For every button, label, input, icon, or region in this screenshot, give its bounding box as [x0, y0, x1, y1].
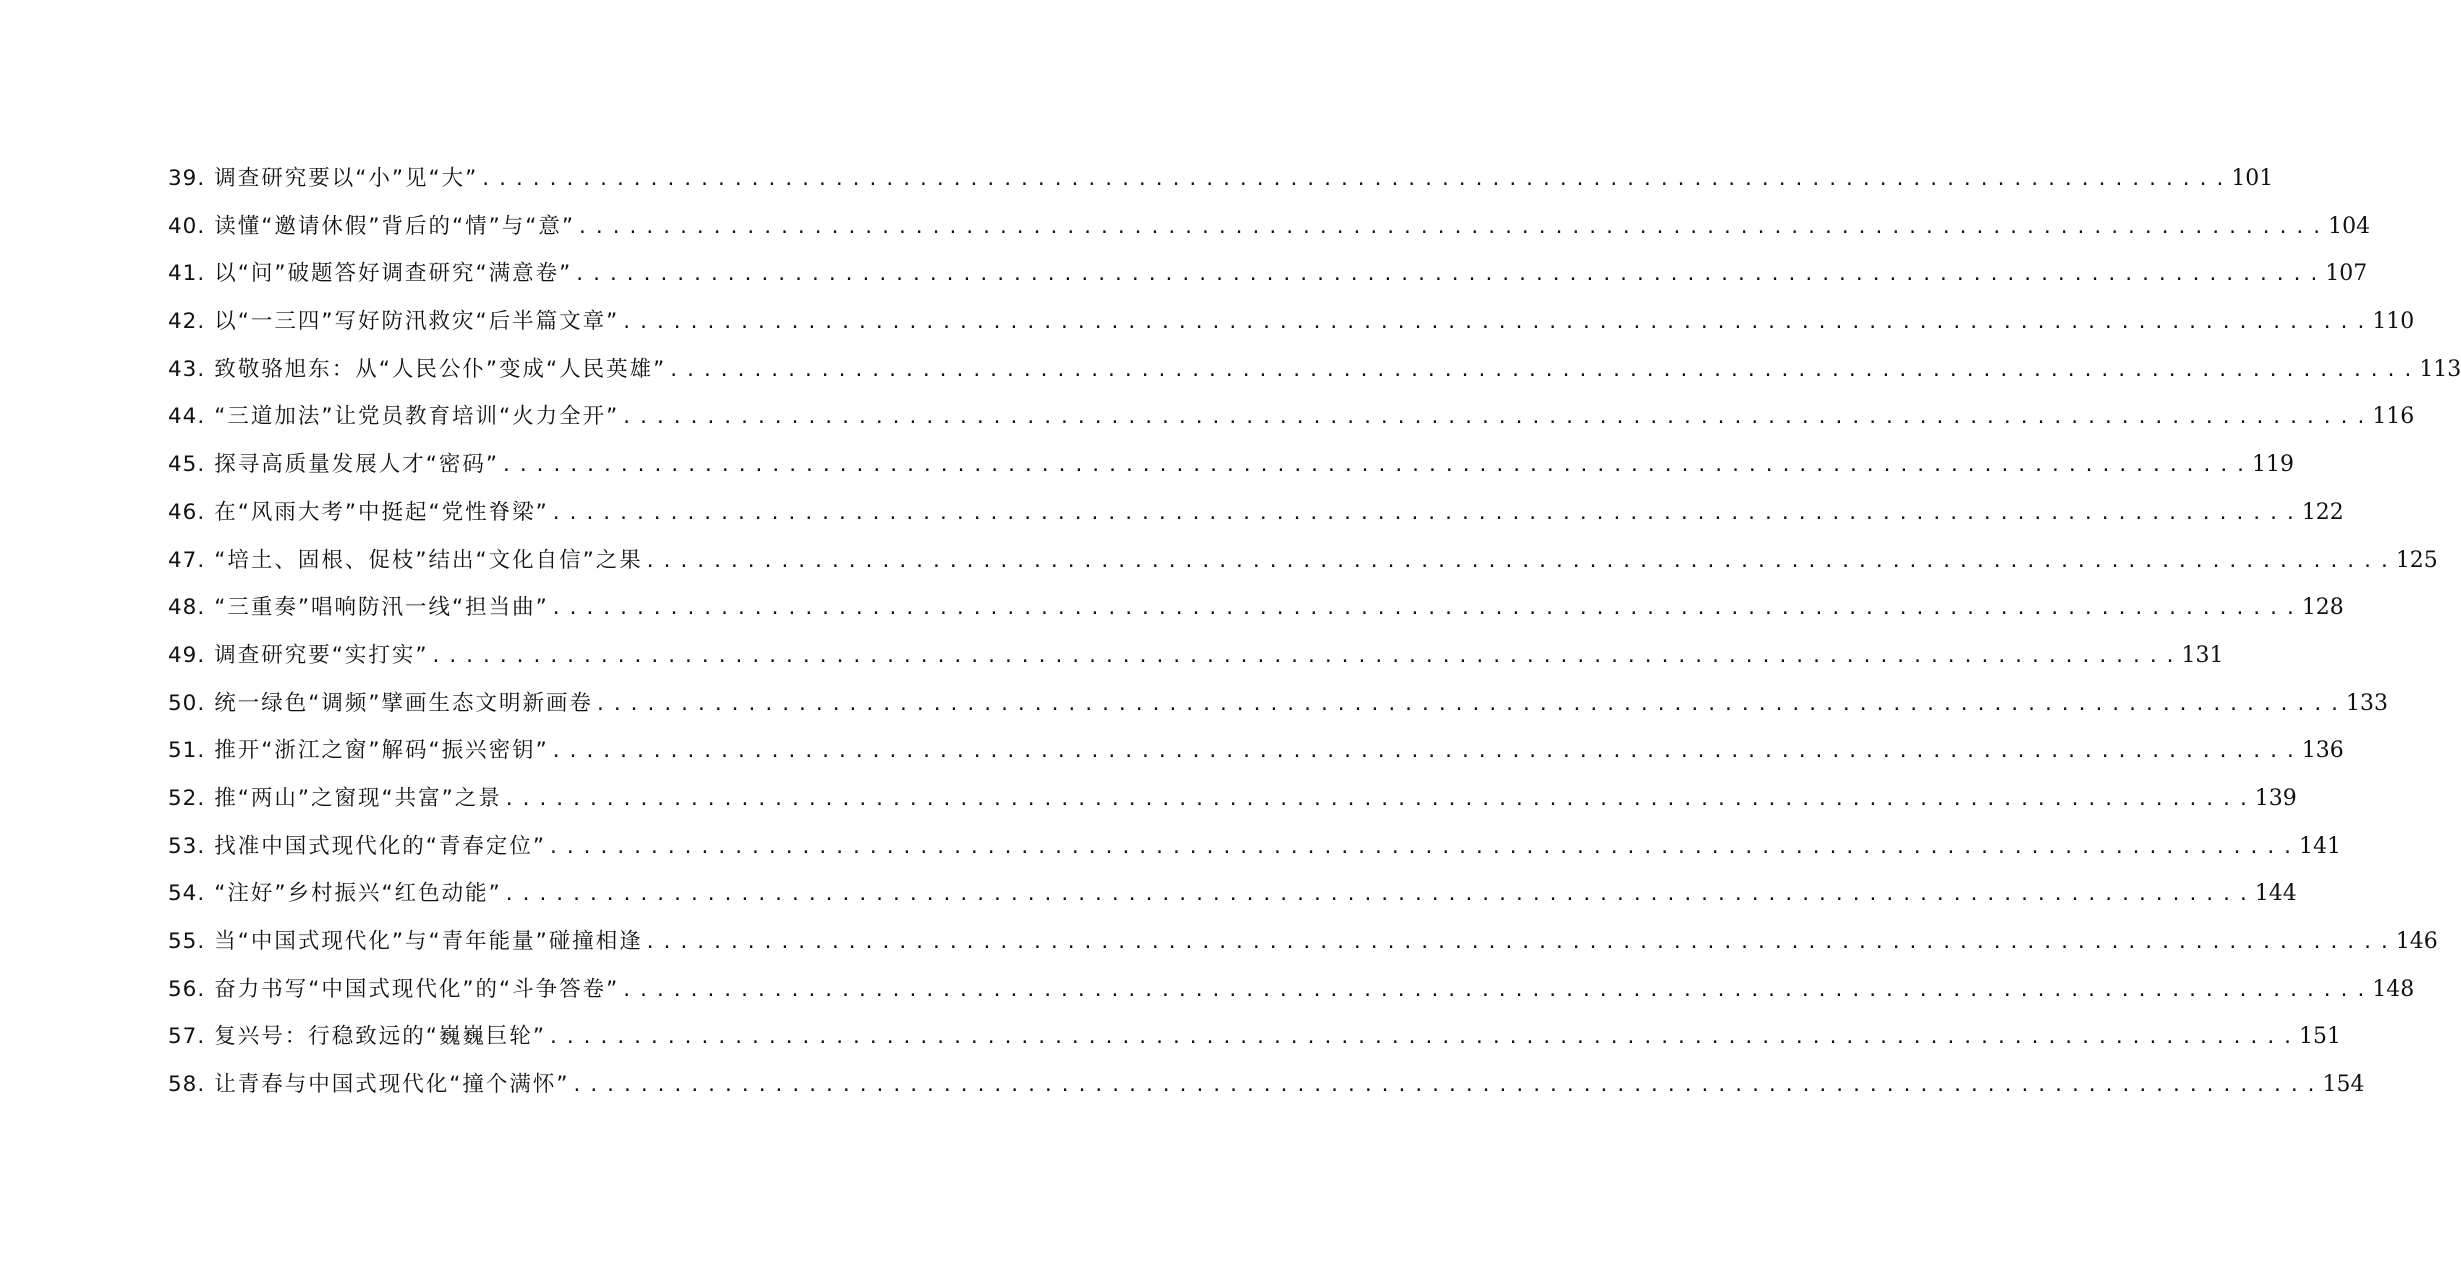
entry-number: 44	[168, 404, 198, 430]
entry-page-number: 146	[2395, 929, 2438, 954]
dot-leader	[499, 455, 2252, 476]
entry-page-number: 113	[2419, 356, 2461, 382]
entry-separator: .	[197, 1072, 207, 1098]
entry-page-number: 116	[2372, 404, 2415, 430]
dot-leader	[572, 264, 2325, 285]
entry-title: 推“两山”之窗现“共富”之景	[214, 785, 502, 811]
entry-title: 推开“浙江之窗”解码“振兴密钥”	[214, 738, 549, 764]
entry-title: 复兴号：行稳致远的“巍巍巨轮”	[214, 1024, 546, 1050]
entry-number: 57	[168, 1024, 198, 1050]
toc-entry[interactable]	[168, 829, 2342, 877]
entry-page-number: 119	[2252, 452, 2295, 478]
entry-number: 56	[168, 976, 198, 1002]
toc-entry[interactable]	[168, 495, 2344, 543]
entry-title: 让青春与中国式现代化“撞个满怀”	[214, 1072, 570, 1098]
dot-leader	[619, 312, 2372, 333]
entry-title: 致敬骆旭东：从“人民公仆”变成“人民英雄”	[214, 356, 667, 382]
entry-page-number: 110	[2372, 309, 2415, 335]
entry-title: 统一绿色“调频”擘画生态文明新画卷	[214, 690, 593, 716]
toc-entry[interactable]	[168, 924, 2438, 972]
entry-number: 41	[168, 261, 198, 287]
entry-number: 49	[168, 642, 198, 668]
entry-separator: .	[197, 833, 207, 859]
entry-number: 39	[168, 166, 198, 191]
dot-leader	[643, 932, 2396, 953]
entry-separator: .	[197, 452, 207, 478]
entry-separator: .	[197, 261, 207, 287]
entry-title: “培土、固根、促枝”结出“文化自信”之果	[214, 547, 643, 573]
dot-leader	[619, 980, 2372, 1001]
toc-entry[interactable]	[168, 304, 2415, 352]
dot-leader	[575, 217, 2328, 238]
entry-page-number: 131	[2181, 642, 2224, 668]
entry-page-number: 144	[2254, 881, 2297, 907]
entry-number: 46	[168, 499, 198, 525]
entry-number: 51	[168, 738, 198, 764]
dot-leader	[593, 694, 2346, 715]
table-of-contents	[168, 161, 2461, 1115]
toc-entry[interactable]	[168, 1019, 2342, 1067]
entry-separator: .	[197, 976, 207, 1002]
dot-leader	[666, 360, 2419, 381]
entry-page-number: 101	[2231, 166, 2274, 191]
entry-title: “注好”乡村振兴“红色动能”	[214, 881, 502, 907]
entry-page-number: 122	[2301, 499, 2344, 525]
entry-title: 奋力书写“中国式现代化”的“斗争答卷”	[214, 976, 620, 1002]
entry-title: 读懂“邀请休假”背后的“情”与“意”	[214, 213, 576, 239]
entry-title: 在“风雨大考”中挺起“党性脊梁”	[214, 499, 549, 525]
entry-number: 52	[168, 785, 198, 811]
entry-separator: .	[197, 738, 207, 764]
dot-leader	[502, 884, 2255, 905]
entry-page-number: 139	[2254, 785, 2297, 811]
entry-title: “三重奏”唱响防汛一线“担当曲”	[214, 595, 549, 621]
entry-number: 50	[168, 690, 198, 716]
toc-entry[interactable]	[168, 733, 2344, 781]
entry-number: 45	[168, 452, 198, 478]
entry-page-number: 148	[2372, 976, 2415, 1002]
toc-entry[interactable]	[168, 447, 2295, 495]
entry-separator: .	[197, 785, 207, 811]
entry-separator: .	[197, 166, 207, 191]
entry-separator: .	[197, 499, 207, 525]
entry-separator: .	[197, 881, 207, 907]
toc-entry[interactable]	[168, 876, 2297, 924]
toc-entry[interactable]	[168, 161, 2274, 209]
entry-number: 53	[168, 833, 198, 859]
toc-entry[interactable]	[168, 352, 2461, 400]
entry-separator: .	[197, 642, 207, 668]
entry-separator: .	[197, 404, 207, 430]
dot-leader	[549, 598, 2302, 619]
entry-number: 47	[168, 547, 198, 573]
entry-number: 58	[168, 1072, 198, 1098]
entry-number: 42	[168, 309, 198, 335]
toc-entry[interactable]	[168, 256, 2368, 304]
dot-leader	[546, 1027, 2299, 1048]
entry-page-number: 141	[2299, 833, 2342, 859]
entry-separator: .	[197, 595, 207, 621]
entry-number: 54	[168, 881, 198, 907]
toc-entry[interactable]	[168, 686, 2389, 734]
toc-entry[interactable]	[168, 399, 2415, 447]
entry-page-number: 125	[2395, 547, 2438, 573]
entry-number: 40	[168, 213, 198, 239]
entry-page-number: 154	[2322, 1072, 2365, 1098]
entry-page-number: 133	[2346, 690, 2389, 716]
toc-entry[interactable]	[168, 638, 2224, 686]
entry-separator: .	[197, 213, 207, 239]
dot-leader	[502, 789, 2255, 810]
entry-number: 48	[168, 595, 198, 621]
entry-separator: .	[197, 929, 207, 954]
dot-leader	[546, 837, 2299, 858]
entry-title: 探寻高质量发展人才“密码”	[214, 452, 499, 478]
toc-entry[interactable]	[168, 590, 2344, 638]
entry-title: 调查研究要“实打实”	[214, 642, 429, 668]
entry-title: 以“一三四”写好防汛救灾“后半篇文章”	[214, 309, 620, 335]
dot-leader	[428, 646, 2181, 667]
dot-leader	[549, 741, 2302, 762]
entry-separator: .	[197, 309, 207, 335]
entry-separator: .	[197, 356, 207, 382]
entry-title: 当“中国式现代化”与“青年能量”碰撞相逢	[214, 929, 643, 954]
toc-entry[interactable]	[168, 1067, 2365, 1115]
toc-entry[interactable]	[168, 209, 2371, 257]
toc-entry[interactable]	[168, 972, 2415, 1020]
toc-entry[interactable]	[168, 543, 2438, 591]
entry-title: “三道加法”让党员教育培训“火力全开”	[214, 404, 620, 430]
entry-number: 43	[168, 356, 198, 382]
entry-title: 调查研究要以“小”见“大”	[214, 166, 479, 191]
entry-separator: .	[197, 547, 207, 573]
entry-title: 找准中国式现代化的“青春定位”	[214, 833, 546, 859]
toc-entry[interactable]	[168, 781, 2297, 829]
entry-page-number: 151	[2299, 1024, 2342, 1050]
dot-leader	[549, 503, 2302, 524]
entry-separator: .	[197, 1024, 207, 1050]
entry-page-number: 107	[2325, 261, 2368, 287]
dot-leader	[569, 1075, 2322, 1096]
entry-title: 以“问”破题答好调查研究“满意卷”	[214, 261, 573, 287]
entry-page-number: 104	[2328, 213, 2371, 239]
entry-separator: .	[197, 690, 207, 716]
dot-leader	[478, 169, 2231, 190]
dot-leader	[619, 407, 2372, 428]
entry-page-number: 128	[2301, 595, 2344, 621]
entry-number: 55	[168, 929, 198, 954]
entry-page-number: 136	[2301, 738, 2344, 764]
dot-leader	[643, 551, 2396, 572]
